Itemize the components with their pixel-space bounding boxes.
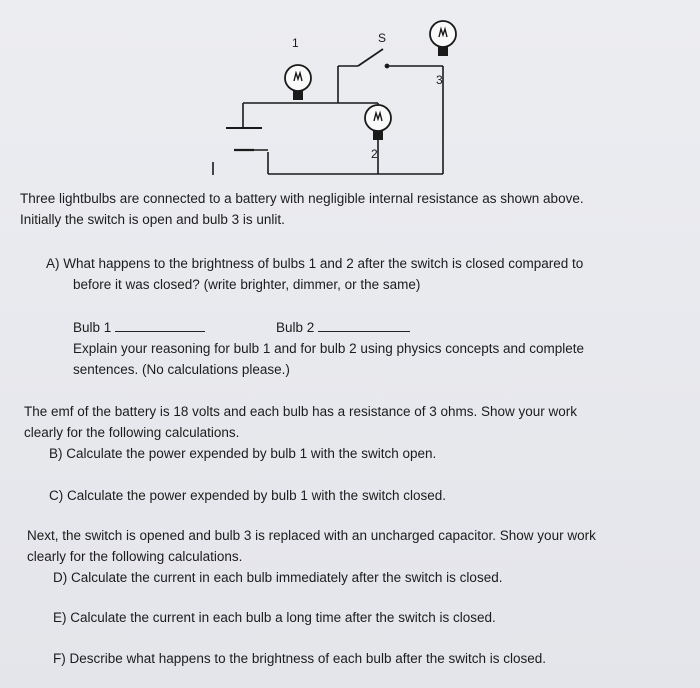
part-b-question: B) Calculate the power expended by bulb 1 with the switch open.	[49, 446, 437, 461]
bulb-2-label: 2	[371, 147, 378, 161]
part-f-question: F) Describe what happens to the brightness of each bulb after the switch is closed.	[53, 651, 547, 666]
emf-line-2: clearly for the following calculations.	[24, 425, 240, 440]
circuit-diagram	[0, 0, 700, 175]
bulb-3-icon	[430, 21, 456, 56]
part-a-question-line-2: before it was closed? (write brighter, dimmer, or the same)	[73, 277, 421, 292]
bulb-1-answer-blank[interactable]	[115, 319, 205, 332]
bulb-2-answer-row	[276, 318, 410, 337]
part-a-explain-line-2: sentences. (No calculations please.)	[73, 362, 290, 377]
capacitor-line-2: clearly for the following calculations.	[27, 549, 243, 564]
intro-line-1: Three lightbulbs are connected to a battery with negligible internal resistance as shown above.	[20, 191, 584, 206]
part-a-question-line-1: A) What happens to the brightness of bulbs 1 and 2 after the switch is closed compared to	[46, 256, 584, 271]
switch-blade	[358, 49, 383, 66]
emf-line-1: The emf of the battery is 18 volts and each bulb has a resistance of 3 ohms. Show your work	[24, 404, 578, 419]
bulb-1-answer-label: Bulb 1	[73, 320, 112, 335]
bulb-1-icon	[285, 65, 311, 100]
bulb-2-answer-label: Bulb 2	[276, 320, 315, 335]
bulb-2-answer-blank[interactable]	[318, 319, 410, 332]
part-d-question: D) Calculate the current in each bulb immediately after the switch is closed.	[53, 570, 503, 585]
switch-label: S	[378, 31, 387, 45]
bulb-3-label: 3	[436, 73, 443, 87]
bulb-1-label: 1	[292, 36, 299, 50]
capacitor-line-1: Next, the switch is opened and bulb 3 is replaced with an uncharged capacitor. Show your work	[27, 528, 596, 543]
part-c-question: C) Calculate the power expended by bulb 1 with the switch closed.	[49, 488, 446, 503]
part-e-question: E) Calculate the current in each bulb a long time after the switch is closed.	[53, 610, 496, 625]
bulb-2-icon	[365, 105, 391, 140]
part-a-explain-line-1: Explain your reasoning for bulb 1 and for bulb 2 using physics concepts and complete	[73, 341, 585, 356]
intro-line-2: Initially the switch is open and bulb 3 is unlit.	[20, 212, 285, 227]
bulb-1-answer-row	[73, 318, 205, 337]
switch-contact	[385, 64, 388, 67]
